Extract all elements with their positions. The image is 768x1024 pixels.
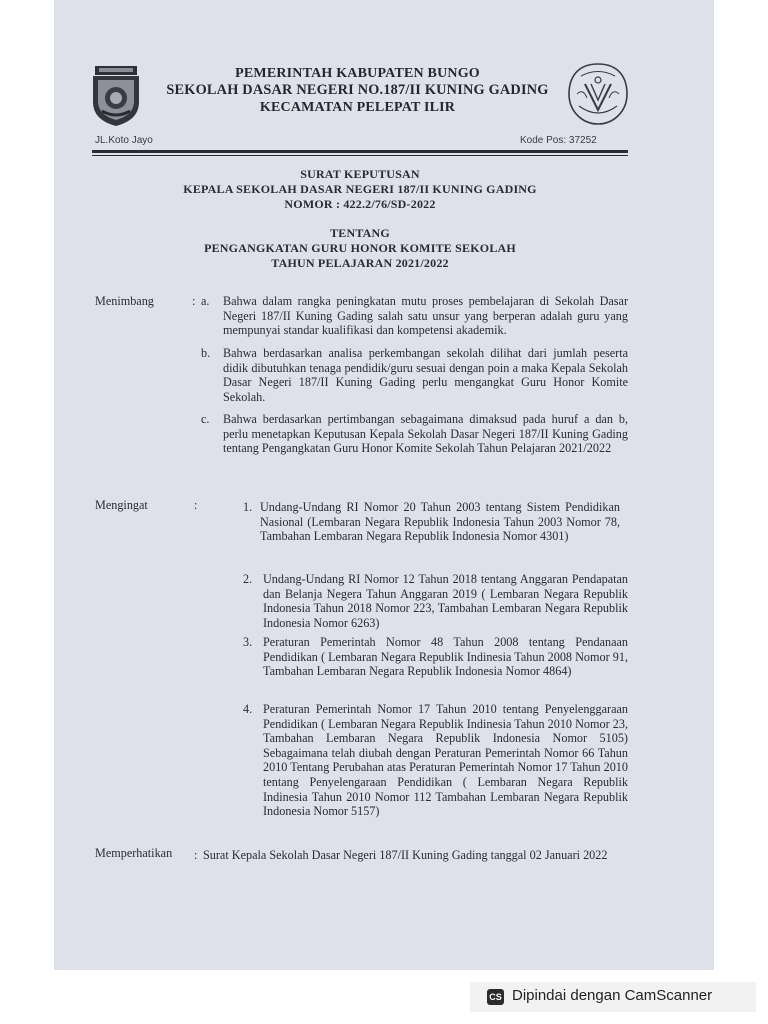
- list-item-marker: b.: [201, 346, 211, 360]
- list-item-marker: c.: [201, 412, 210, 426]
- tut-wuri-handayani-emblem-icon: [567, 62, 629, 126]
- mengingat-colon: :: [194, 498, 198, 512]
- list-item: Undang-Undang RI Nomor 12 Tahun 2018 tentang Anggaran Pendapatan dan Belanja Negera Tahun Anggaran 2019 ( Lembaran Negara Republik Indonesia Tahun 2018 Nomor 223, Tambahan Lembaran Negara Republik Indonesia Nomor 6263): [263, 572, 628, 630]
- camscanner-logo-icon: CS: [487, 989, 504, 1005]
- header-school-name: SEKOLAH DASAR NEGERI NO.187/II KUNING GADING: [166, 82, 549, 98]
- kabupaten-bungo-emblem-icon: [90, 64, 142, 128]
- list-item-marker: 1.: [243, 500, 253, 514]
- memperhatikan-label: Memperhatikan: [95, 846, 173, 860]
- header-district-name: KECAMATAN PELEPAT ILIR: [259, 100, 456, 115]
- list-item: Peraturan Pemerintah Nomor 17 Tahun 2010 tentang Penyelenggaraan Pendidikan ( Lembaran Negara Republik Indinesia Tahun 2010 Nomor 23, Tambahan Lembaran Negara Republik Indonesia Nomor 5105) Sebagaimana telah diubah dengan Peraturan Pemerintah Nomor 66 Tahun 2010 Tentang Perubahan atas Peraturan Pemerintah Nomor 17 Tahun 2010 tentang Penyelengaraan Pendidikan ( Lembaran Negara Republik Indinesia Tahun 2010 Nomor 112 Tambahan Lembaran Negara Republik Indonesia Nomor 5157): [263, 702, 628, 819]
- decree-issuer: KEPALA SEKOLAH DASAR NEGERI 187/II KUNING GADING: [183, 182, 537, 196]
- list-item: Peraturan Pemerintah Nomor 48 Tahun 2008 tentang Pendanaan Pendidikan ( Lembaran Negara Republik Indinesia Tahun 2008 Nomor 91, Tambahan Lembaran Negara Republik Indonesia Nomor 4864): [263, 635, 628, 679]
- decree-number: NOMOR : 422.2/76/SD-2022: [284, 197, 436, 211]
- mengingat-label: Mengingat: [95, 498, 148, 512]
- decree-about-label: TENTANG: [330, 226, 390, 240]
- list-item: Bahwa berdasarkan pertimbangan sebagaimana dimaksud pada huruf a dan b, perlu menetapkan Keputusan Kepala Sekolah Dasar Negeri 187/II Kuning Gading tentang Pengangkatan Guru Honor Komite Sekolah Tahun Pelajaran 2021/2022: [223, 412, 628, 456]
- postal-code: Kode Pos: 37252: [520, 135, 597, 146]
- decree-academic-year: TAHUN PELAJARAN 2021/2022: [271, 256, 449, 270]
- document-page: [54, 0, 714, 970]
- memperhatikan-colon: :: [194, 848, 198, 862]
- list-item-marker: 3.: [243, 635, 253, 649]
- list-item: Bahwa berdasarkan analisa perkembangan sekolah dilihat dari jumlah peserta didik dibutuhkan tenaga pendidik/guru sesuai dengan poin a maka Kepala Sekolah Dasar Negeri 187/II Kuning Gading perlu mengangkat Guru Honor Komite Sekolah.: [223, 346, 628, 404]
- camscanner-label: Dipindai dengan CamScanner: [512, 987, 713, 1004]
- memperhatikan-text: Surat Kepala Sekolah Dasar Negeri 187/II Kuning Gading tanggal 02 Januari 2022: [203, 848, 608, 862]
- decree-subject: PENGANGKATAN GURU HONOR KOMITE SEKOLAH: [204, 241, 516, 255]
- header-divider-thin: [92, 155, 628, 156]
- school-address: JL.Koto Jayo: [95, 135, 153, 146]
- list-item-marker: 4.: [243, 702, 253, 716]
- list-item: Bahwa dalam rangka peningkatan mutu proses pembelajaran di Sekolah Dasar Negeri 187/II Kuning Gading salah satu unsur yang berperan adalah guru yang mempunyai standar kualifikasi dan kompetensi akademik.: [223, 294, 628, 338]
- list-item-marker: 2.: [243, 572, 253, 586]
- header-divider-thick: [92, 150, 628, 153]
- header-government-name: PEMERINTAH KABUPATEN BUNGO: [235, 66, 480, 81]
- list-item-marker: a.: [201, 294, 210, 308]
- menimbang-label: Menimbang: [95, 294, 154, 308]
- list-item: Undang-Undang RI Nomor 20 Tahun 2003 tentang Sistem Pendidikan Nasional (Lembaran Negara Republik Indonesia Tahun 2003 Nomor 78, Tambahan Lembaran Negara Republik Indonesia Nomor 4301): [260, 500, 620, 544]
- menimbang-colon: :: [192, 294, 196, 308]
- decree-title: SURAT KEPUTUSAN: [300, 167, 420, 181]
